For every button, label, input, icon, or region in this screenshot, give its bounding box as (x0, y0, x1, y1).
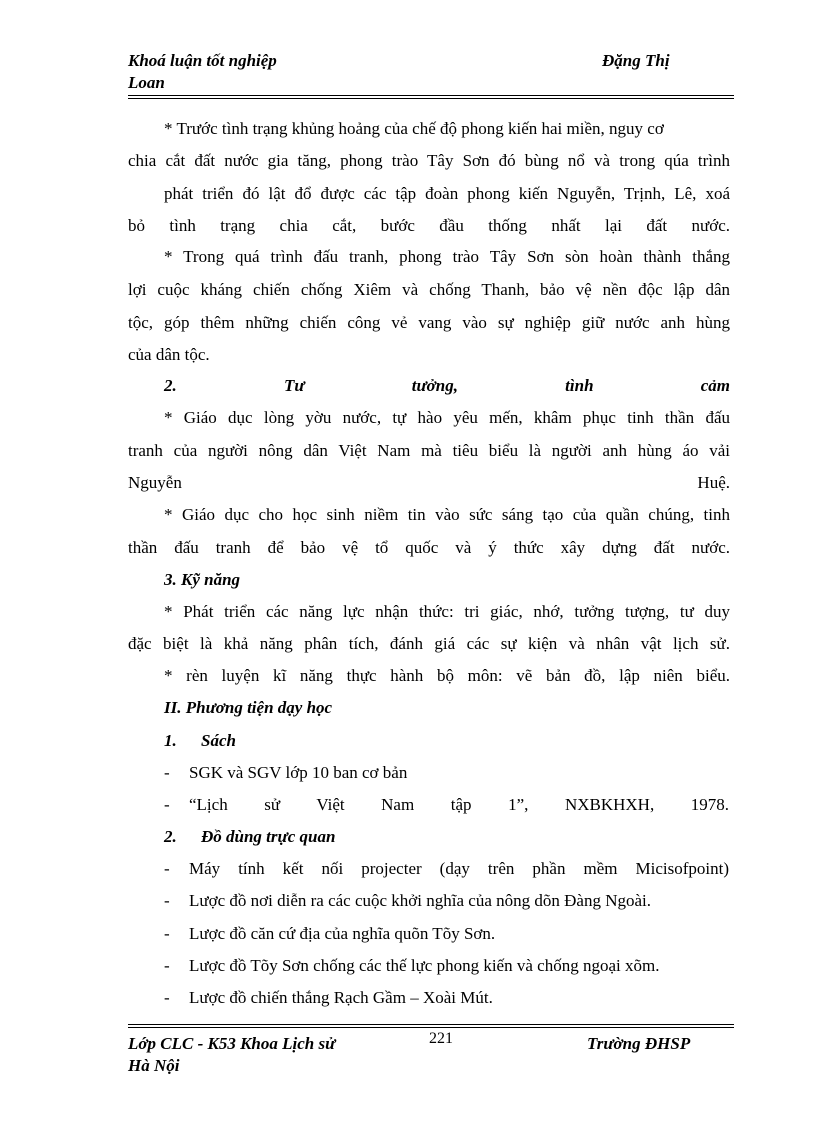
paragraph-line: * Trước tình trạng khủng hoảng của chế độ phong kiến hai miền, nguy cơ (164, 119, 664, 138)
header-left (128, 50, 277, 94)
section-heading: 2. Tư tưởng, tình cảm (164, 376, 730, 395)
bullet-mark: - (164, 891, 170, 910)
list-item: Máy tính kết nối projecter (dạy trên phần mềm Micisofpoint) (189, 859, 729, 878)
paragraph-line: chia cắt đất nước gia tăng, phong trào Tây Sơn đó bùng nổ và trong qúa trình (128, 151, 730, 170)
paragraph-line: * Giáo dục lòng yờu nước, tự hào yêu mến, khâm phục tinh thần đấu (164, 408, 730, 427)
list-item: Lược đồ căn cứ địa của nghĩa quõn Tõy Sơn. (189, 924, 496, 943)
footer-rule-bottom (128, 1027, 734, 1028)
header-author-surname: Loan (128, 73, 165, 92)
list-item: Lược đồ nơi diễn ra các cuộc khởi nghĩa của nông dõn Đàng Ngoài. (189, 891, 651, 910)
bullet-mark: - (164, 763, 170, 782)
paragraph-line: thần đấu tranh để bảo vệ tổ quốc và ý thức xây dựng đất nước. (128, 538, 730, 557)
page-number: 221 (429, 1030, 453, 1047)
bullet-mark: - (164, 988, 170, 1007)
list-item: SGK và SGV lớp 10 ban cơ bản (189, 763, 408, 782)
footer-right: Trường ĐHSP (587, 1034, 691, 1053)
paragraph-line: phát triển đó lật đổ được các tập đoàn phong kiến Nguyễn, Trịnh, Lê, xoá (164, 184, 730, 203)
section-heading: II. Phương tiện dạy học (164, 698, 333, 717)
header-rule-top (128, 95, 734, 96)
paragraph-line: Nguyễn Huệ. (128, 473, 730, 492)
subsection-number: 1. (164, 731, 177, 750)
paragraph-line: * Phát triển các năng lực nhận thức: tri giác, nhớ, tưởng tượng, tư duy (164, 602, 730, 621)
footer-city: Hà Nội (128, 1056, 180, 1075)
bullet-mark: - (164, 859, 170, 878)
paragraph-line: lợi cuộc kháng chiến chống Xiêm và chống Thanh, bảo vệ nền độc lập dân (128, 280, 730, 299)
header-author: Đặng Thị (602, 51, 670, 70)
paragraph-line: tộc, góp thêm những chiến công vẻ vang vào sự nghiệp giữ nước anh hùng (128, 313, 730, 332)
paragraph-line: tranh của người nông dân Việt Nam mà tiêu biểu là người anh hùng áo vải (128, 441, 730, 460)
paragraph-line: bỏ tình trạng chia cắt, bước đầu thống nhất lại đất nước. (128, 216, 730, 235)
footer-left (128, 1033, 335, 1077)
section-heading: 3. Kỹ năng (164, 570, 241, 589)
subsection-heading: Sách (201, 731, 236, 750)
paragraph-line: của dân tộc. (128, 345, 210, 364)
subsection-heading: Đồ dùng trực quan (201, 827, 336, 846)
list-item: Lược đồ chiến thắng Rạch Gầm – Xoài Mút. (189, 988, 493, 1007)
paragraph-line: * Trong quá trình đấu tranh, phong trào Tây Sơn sòn hoàn thành thắng (164, 247, 730, 266)
bullet-mark: - (164, 956, 170, 975)
subsection-number: 2. (164, 827, 177, 846)
list-item: Lược đồ Tõy Sơn chống các thế lực phong kiến và chống ngoại xõm. (189, 956, 660, 975)
bullet-mark: - (164, 924, 170, 943)
header-rule-bottom (128, 98, 734, 99)
paragraph-line: đặc biệt là khả năng phân tích, đánh giá các sự kiện và nhân vật lịch sử. (128, 634, 730, 653)
paragraph-line: * Giáo dục cho học sinh niềm tin vào sức sáng tạo của quần chúng, tinh (164, 505, 730, 524)
header-title: Khoá luận tốt nghiệp (128, 51, 277, 70)
footer-class: Lớp CLC - K53 Khoa Lịch sử (128, 1034, 336, 1053)
list-item: “Lịch sử Việt Nam tập 1”, NXBKHXH, 1978. (189, 795, 729, 814)
footer-rule-top (128, 1024, 734, 1025)
paragraph-line: * rèn luyện kĩ năng thực hành bộ môn: vẽ bản đồ, lập niên biểu. (164, 666, 730, 685)
bullet-mark: - (164, 795, 170, 814)
